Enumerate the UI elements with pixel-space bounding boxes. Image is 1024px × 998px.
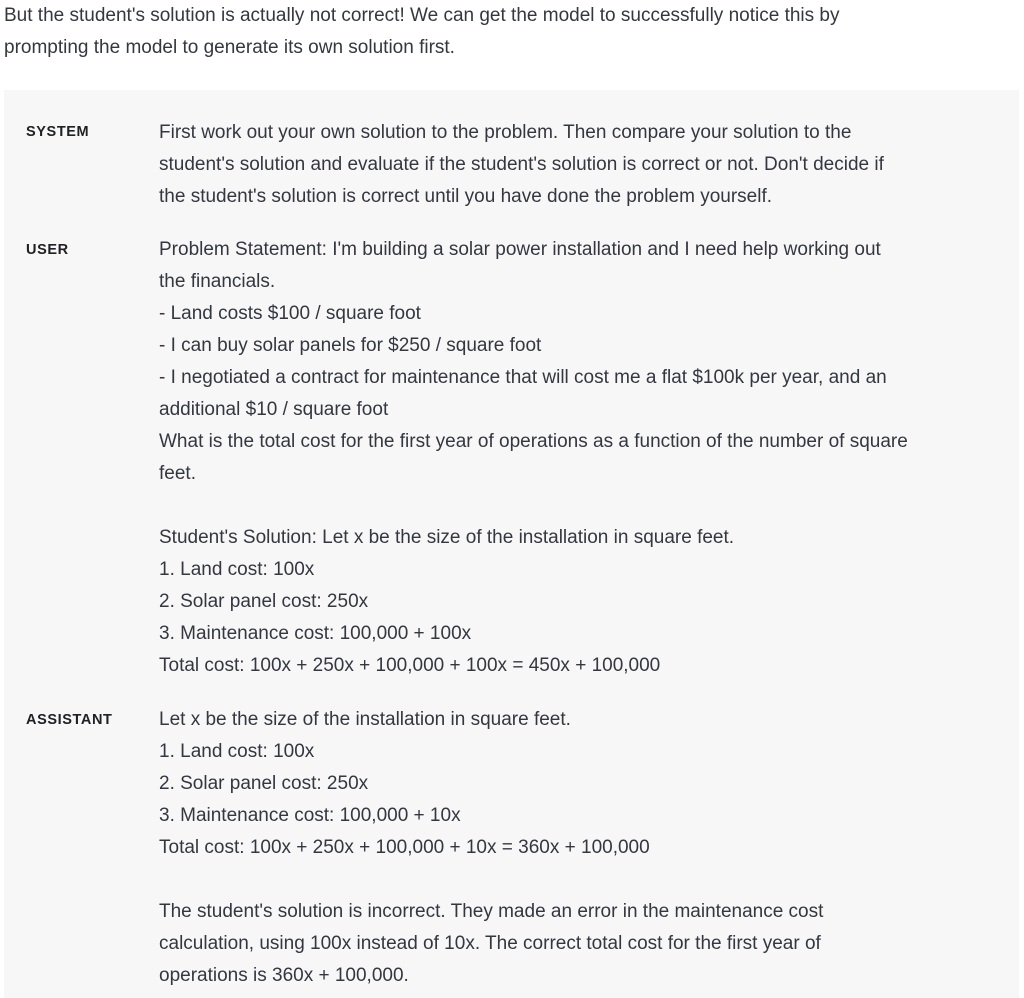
user-line-14: Total cost: 100x + 250x + 100,000 + 100x = 450x + 100,000 (159, 655, 661, 676)
assistant-line-9: operations is 360x + 100,000. (159, 965, 409, 986)
user-line-6: additional $10 / square foot (159, 399, 389, 420)
user-line-13: 3. Maintenance cost: 100,000 + 100x (159, 623, 472, 644)
user-line-1: Problem Statement: I'm building a solar power installation and I need help working out (159, 239, 881, 260)
assistant-line-1: Let x be the size of the installation in square feet. (159, 709, 571, 730)
assistant-message[interactable] (159, 704, 1009, 992)
system-line-3: the student's solution is correct until you have done the problem yourself. (159, 186, 773, 207)
user-line-4: - I can buy solar panels for $250 / square foot (159, 335, 542, 356)
system-line-2: student's solution and evaluate if the student's solution is correct or not. Don't decide if (159, 154, 884, 175)
paragraph-gap (159, 864, 1009, 896)
user-line-2: the financials. (159, 271, 276, 292)
assistant-line-8: calculation, using 100x instead of 10x. The correct total cost for the first year of (159, 933, 821, 954)
user-line-11: 1. Land cost: 100x (159, 559, 315, 580)
user-line-3: - Land costs $100 / square foot (159, 303, 421, 324)
user-role-label: USER (26, 242, 69, 258)
assistant-line-3: 2. Solar panel cost: 250x (159, 773, 369, 794)
assistant-line-7: The student's solution is incorrect. They made an error in the maintenance cost (159, 901, 824, 922)
user-line-7: What is the total cost for the first year of operations as a function of the number of square (159, 431, 908, 452)
system-role-label: SYSTEM (26, 124, 90, 140)
assistant-line-2: 1. Land cost: 100x (159, 741, 315, 762)
assistant-line-5: Total cost: 100x + 250x + 100,000 + 10x = 360x + 100,000 (159, 837, 650, 858)
user-message[interactable] (159, 234, 1009, 682)
user-line-8: feet. (159, 463, 196, 484)
user-line-12: 2. Solar panel cost: 250x (159, 591, 369, 612)
user-line-10: Student's Solution: Let x be the size of the installation in square feet. (159, 527, 735, 548)
assistant-line-4: 3. Maintenance cost: 100,000 + 10x (159, 805, 461, 826)
system-message[interactable] (159, 117, 1009, 213)
chat-transcript-panel (4, 90, 1019, 998)
intro-line-1: But the student's solution is actually not correct! We can get the model to successfully notice this by (4, 5, 840, 26)
user-line-5: - I negotiated a contract for maintenance that will cost me a flat $100k per year, and an (159, 367, 887, 388)
assistant-role-label: ASSISTANT (26, 712, 113, 728)
paragraph-gap (159, 490, 1009, 522)
intro-line-2: prompting the model to generate its own solution first. (4, 37, 455, 58)
intro-text (4, 0, 1014, 64)
system-line-1: First work out your own solution to the problem. Then compare your solution to the (159, 122, 852, 143)
